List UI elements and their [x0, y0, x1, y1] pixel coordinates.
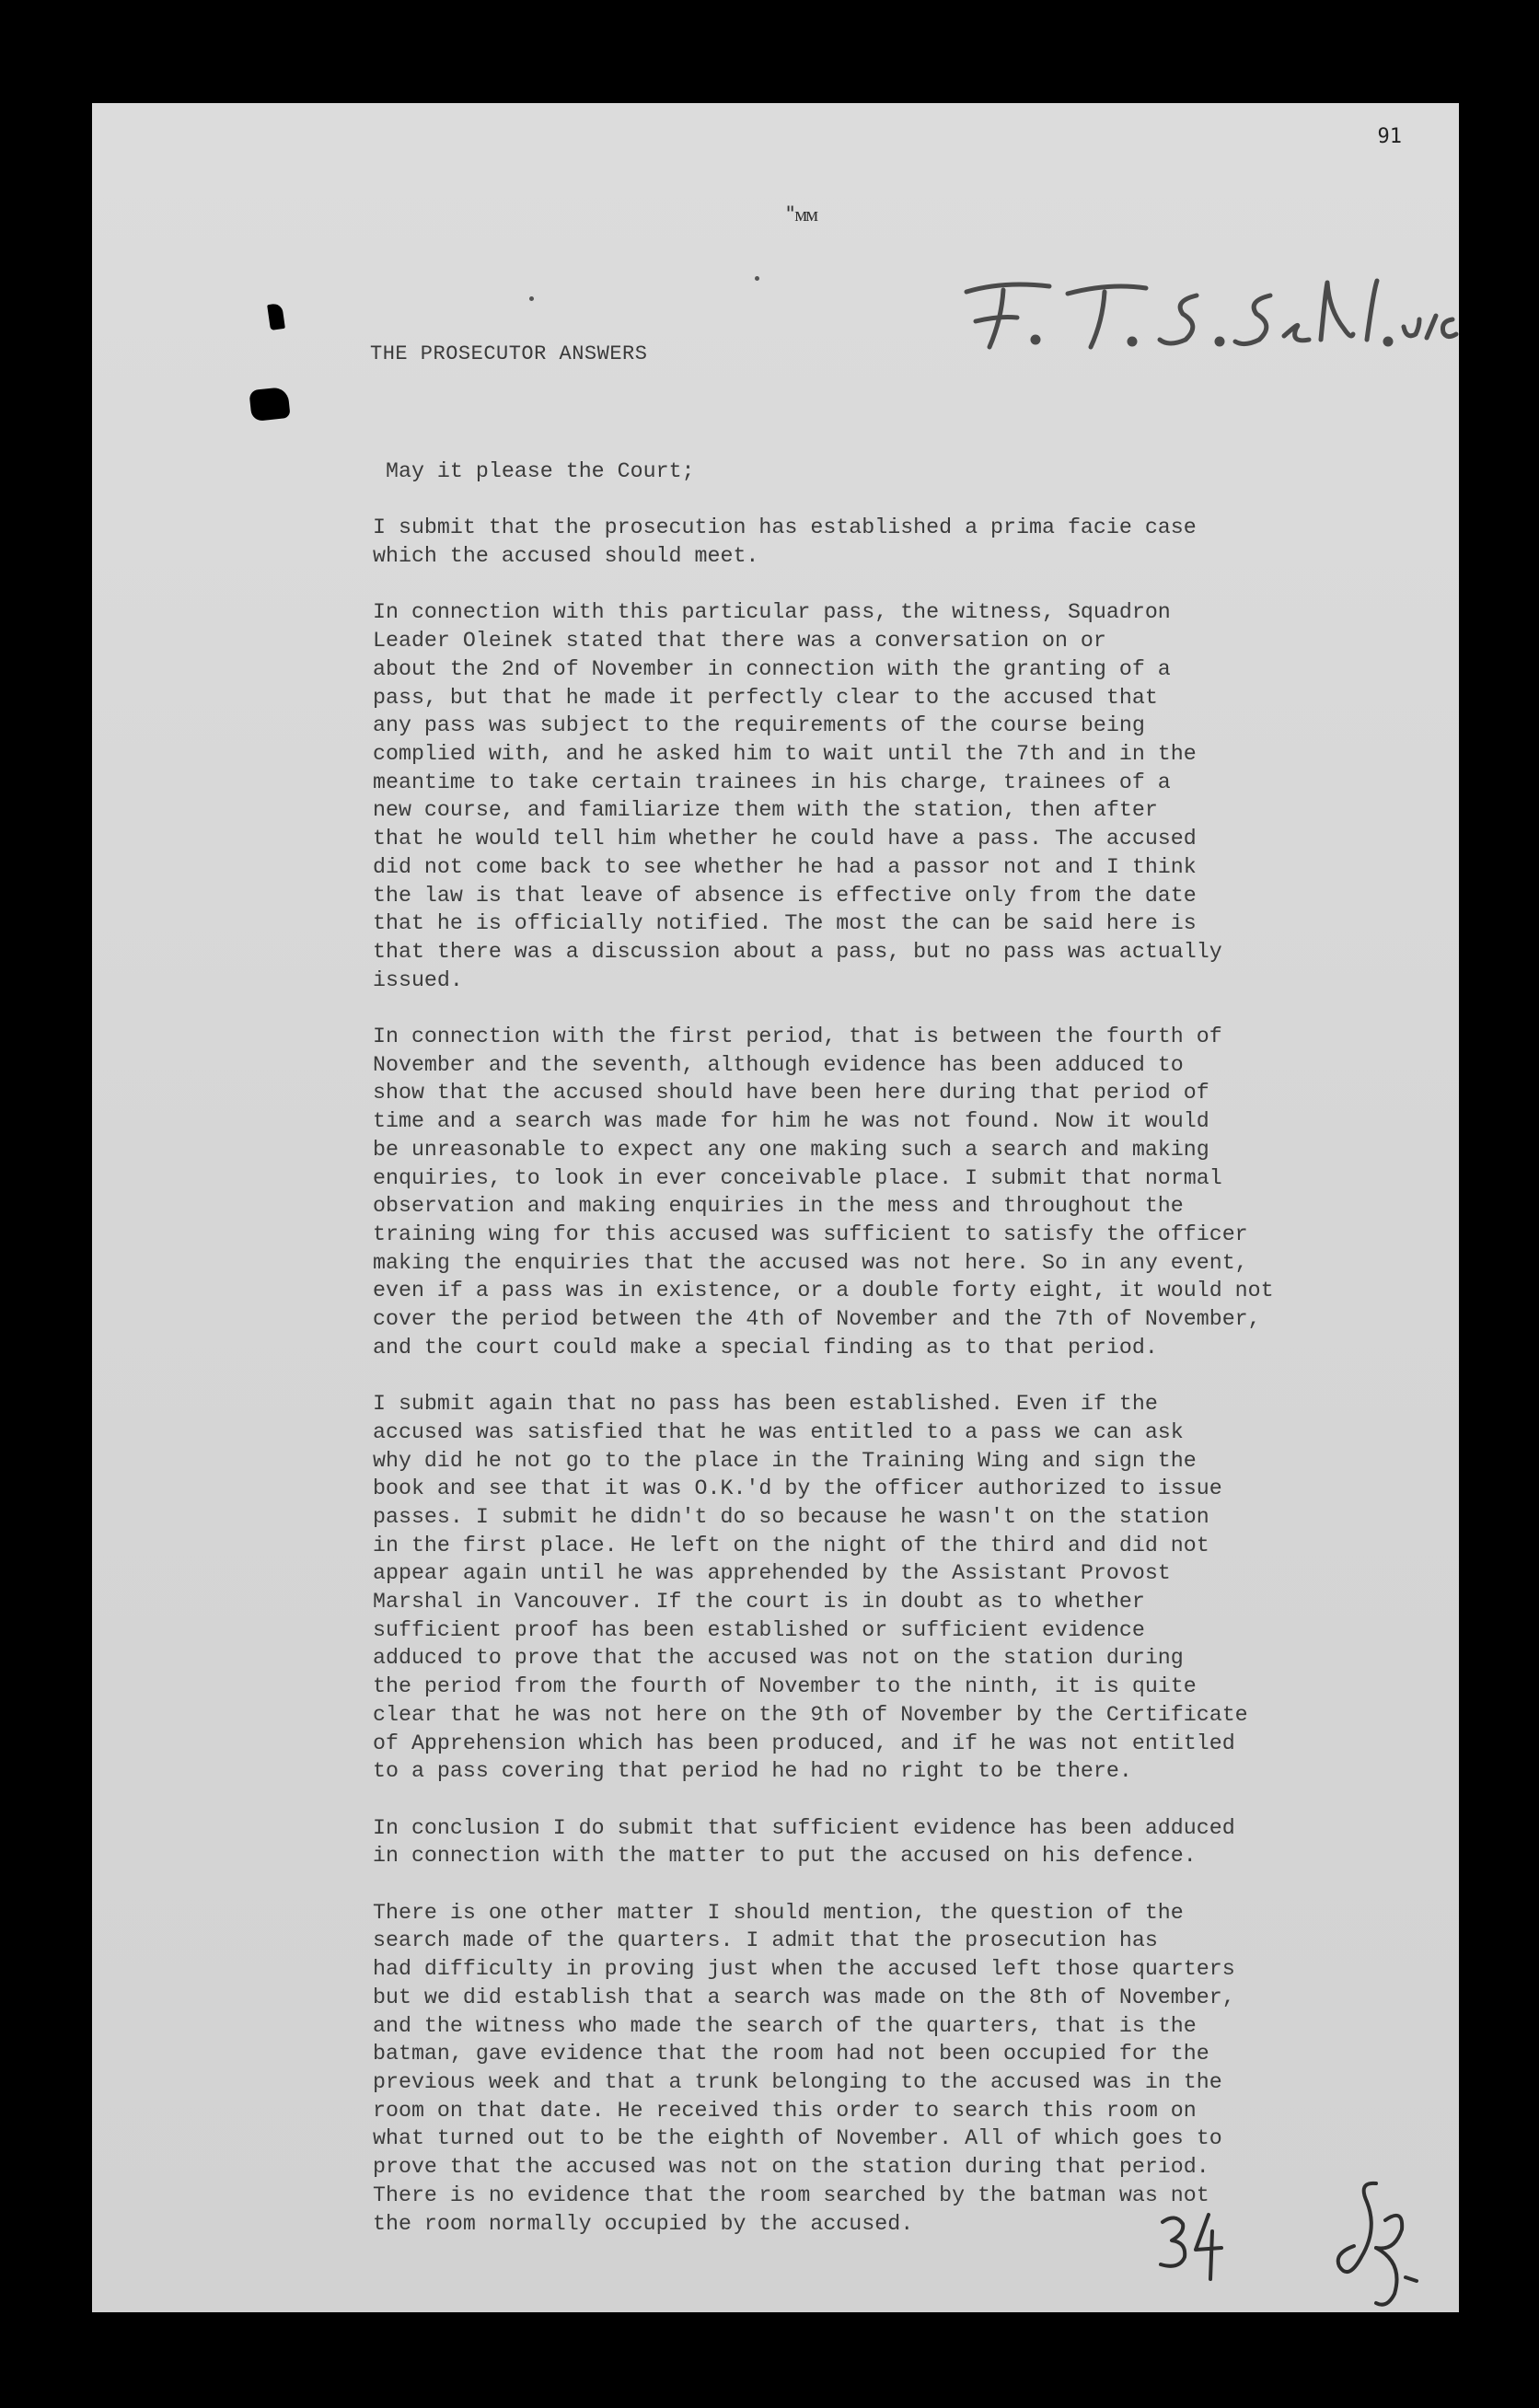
handwritten-number [1155, 2209, 1229, 2283]
paragraph: I submit that the prosecution has established a prima facie case which the accused should meet. [373, 515, 1197, 569]
paragraph: In connection with this particular pass, the witness, Squadron Leader Oleinek stated that there was a conversation on or about the 2nd of November in connection with the granting of a pass, but that he made it perfectly clear to the accused that any pass was subject to the requirements of the course being complied with, and he asked him to wait until the 7th and in the meantime to take certain trainees in his charge, trainees of a new course, and familiarize them with the station, then after that he would tell him whether he could have a pass. The accused did not come back to see whether he had a passor not and I think the law is that leave of absence is effective only from the date that he is officially notified. The most the can be said here is that there was a discussion about a pass, but no pass was actually issued. [373, 600, 1222, 992]
signature-text: F. T. S. Sehl. u/c [948, 255, 955, 256]
top-marks: "ᴍᴍ [784, 203, 817, 226]
paragraph: I submit again that no pass has been established. Even if the accused was satisfied that he was entitled to a pass we can ask why did he not go to the place in the Training Wing and sign the book and see that it was O.K.'d by the officer authorized to issue passes. I submit he didn't do so because he wasn't on the station in the first place. He left on the night of the third and did not appear again until he was apprehended by the Assistant Provost Marshal in Vancouver. If the court is in doubt as to whether sufficient proof has been established or sufficient evidence adduced to prove that the accused was not on the station during the period from the fourth of November to the ninth, it is quite clear that he was not here on the 9th of November by the Certificate of Apprehension which has been produced, and if he was not entitled to a pass covering that period he had no right to be there. [373, 1392, 1248, 1784]
paragraph: In conclusion I do submit that sufficient evidence has been adduced in connection with the matter to put the accused on his defence. [373, 1815, 1235, 1869]
document-heading: THE PROSECUTOR ANSWERS [370, 342, 648, 365]
handwritten-signature [948, 255, 1464, 365]
paragraph: In connection with the first period, that is between the fourth of November and the seventh, although evidence has been adduced to show that the accused should have been here during that period of time and a search was made for him he was not found. Now it would be unreasonable to expect any one making such a search and making enquiries, to look in ever conceivable place. I submit that normal observation and making enquiries in the mess and throughout the training wing for this accused was sufficient to satisfy the officer making the enquiries that the accused was not here. So in any event, even if a pass was in existence, or a double forty eight, it would not cover the period between the 4th of November and the 7th of November, and the court could make a special finding as to that period. [373, 1025, 1274, 1360]
page-number: 91 [1377, 125, 1402, 148]
document-page [92, 103, 1459, 2312]
speck-mark [755, 276, 759, 281]
handwritten-initials [1321, 2174, 1422, 2312]
paragraph: There is one other matter I should mention, the question of the search made of the quarters. I admit that the prosecution has had difficulty in proving just when the accused left those quarters but we did establish that a search was made on the 8th of November, and the witness who made the search of the quarters, that is the batman, gave evidence that the room had not been occupied for the previous week and that a trunk belonging to the accused was in the room on that date. He received this order to search this room on what turned out to be the eighth of November. All of which goes to prove that the accused was not on the station during that period. There is no evidence that the room searched by the batman was not the room normally occupied by the accused. [373, 1900, 1235, 2236]
svg-text:JS: JS [1321, 2174, 1322, 2175]
punch-hole-mark-bottom [249, 387, 290, 422]
salutation: May it please the Court; [386, 459, 695, 483]
svg-text:34: 34 [1155, 2209, 1156, 2210]
document-body [373, 457, 1404, 2238]
punch-hole-mark-top [267, 303, 285, 330]
speck-mark [529, 296, 534, 301]
